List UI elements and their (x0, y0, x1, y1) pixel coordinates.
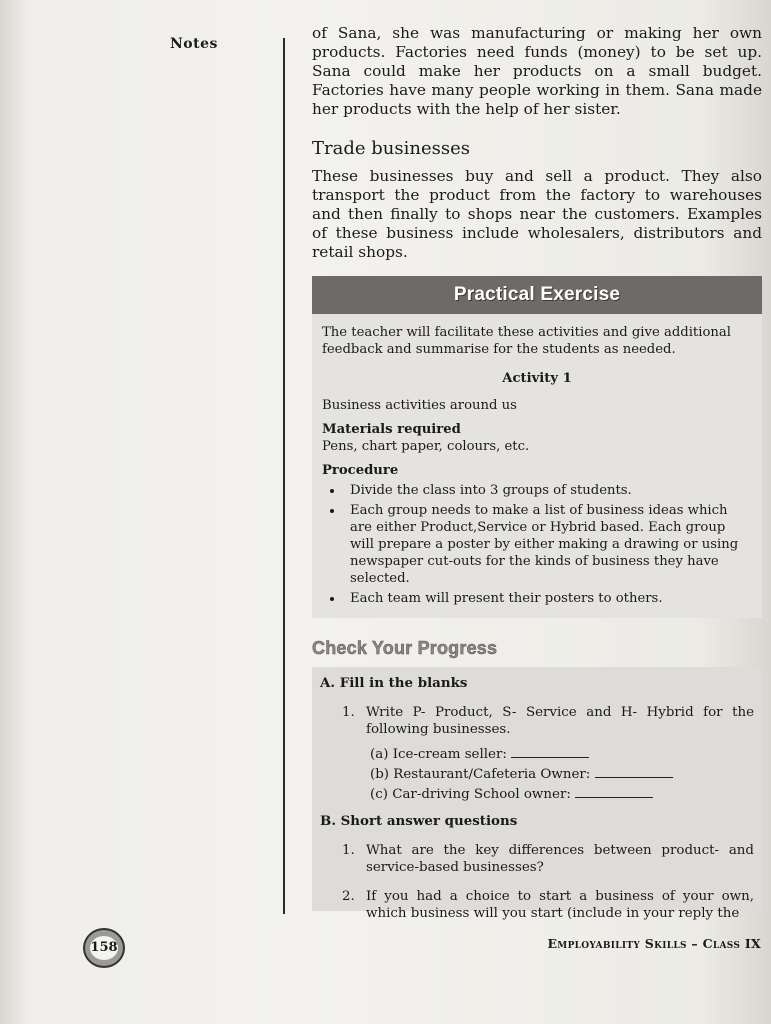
practical-exercise-body (312, 314, 762, 618)
procedure-item: • Each group needs to make a list of business ideas which are either Product,Service or Hybrid based. Each group will prepare a poster by either making a drawing or using newspaper cut-outs for the kinds of business they have selected. (344, 502, 752, 587)
blank-label: (b) Restaurant/Cafeteria Owner: (370, 767, 591, 782)
trade-paragraph: These businesses buy and sell a product. They also transport the product from the factory to warehouses and then finally to shops near the customers. Examples of these business include wholesalers, distributors and retail shops. (312, 167, 762, 261)
question-number: 1. (342, 705, 355, 720)
procedure-item: • Each team will present their posters to others. (344, 590, 752, 607)
page-number-badge (83, 928, 125, 968)
main-content (312, 24, 762, 921)
practical-exercise-title: Practical Exercise (312, 276, 762, 314)
trade-heading: Trade businesses (312, 138, 470, 159)
blank-item (370, 765, 754, 783)
check-progress-box (312, 667, 762, 921)
practical-intro: The teacher will facilitate these activities and give additional feedback and summarise for the students as needed. (322, 325, 731, 357)
blank-label: (c) Car-driving School owner: (370, 787, 571, 802)
question-b2 (342, 888, 754, 922)
blank-list (370, 745, 754, 803)
activity-title: Activity 1 (502, 371, 572, 386)
question-number: 2. (342, 889, 355, 904)
check-progress-title: Check Your Progress (312, 638, 498, 658)
top-paragraph: of Sana, she was manufacturing or making her own products. Factories need funds (money) to be set up. Sana could make her products on a small budget. Factories have many people working in them. Sana made her products with the help of her sister. (312, 24, 762, 118)
blank-line (575, 785, 653, 798)
question-text: What are the key differences between product- and service-based businesses? (366, 843, 754, 875)
question-number: 1. (342, 843, 355, 858)
materials-text: Pens, chart paper, colours, etc. (322, 439, 530, 454)
section-b-heading: B. Short answer questions (320, 813, 518, 829)
procedure-label: Procedure (322, 463, 399, 478)
question-text: Write P- Product, S- Service and H- Hybrid for the following businesses. (366, 705, 754, 737)
blank-line (511, 745, 589, 758)
footer-title: Employability Skills – Class IX (547, 936, 761, 951)
blank-item (370, 745, 754, 763)
blank-item (370, 785, 754, 803)
blank-line (595, 765, 673, 778)
question-text: If you had a choice to start a business of your own, which business will you start (include in your reply the (366, 889, 754, 921)
section-a-heading: A. Fill in the blanks (320, 675, 468, 691)
page-number: 158 (90, 936, 118, 960)
procedure-item: • Divide the class into 3 groups of students. (344, 482, 752, 499)
activity-description: Business activities around us (322, 398, 517, 413)
question-a1 (342, 704, 754, 738)
question-b1 (342, 842, 754, 876)
margin-divider (283, 38, 285, 914)
blank-label: (a) Ice-cream seller: (370, 747, 507, 762)
materials-label: Materials required (322, 422, 461, 437)
notes-label: Notes (170, 36, 218, 52)
procedure-list (322, 482, 752, 607)
practical-exercise-box (312, 276, 762, 618)
